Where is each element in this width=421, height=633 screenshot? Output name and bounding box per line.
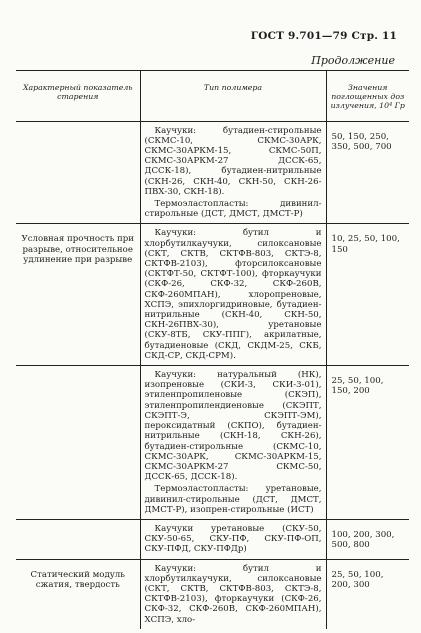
- page-header: ГОСТ 9.701—79 Стр. 11: [250, 30, 397, 42]
- doses-cell: 25, 50, 100, 200, 300: [326, 559, 409, 629]
- polymer-paragraph: Каучуки: натуральный (НК), изопреновые (СКИ-3, СКИ-3-01), этиленпропиленовые (СКЭП), этиленпропилендиеновые (СКЭПТ, СКЭПТ-Э, СКЭПТ-ЭМ), пероксидатный (СКПО), бутадиен-нитрильные (СКН-18, СКН-26), бутадиен-стирольные (СКМС-10, СКМС-30АРК, СКМС-30АРКМ-15, СКМС-30АРКМ-27 СКМС-50, ДССК-65, ДССК-18).: [144, 370, 322, 483]
- indicator-cell: [16, 121, 140, 224]
- polymer-cell: [140, 519, 326, 559]
- indicator-cell: Статический модуль сжатия, твердость: [30, 569, 125, 590]
- column-header-doses: Значения поглощенных доз излучения, 10⁴ Гр: [326, 71, 409, 122]
- table-row: [16, 121, 409, 224]
- polymer-cell: [140, 559, 326, 629]
- table-row: [16, 559, 409, 629]
- doses-cell: 50, 150, 250, 350, 500, 700: [326, 121, 409, 224]
- column-header-indicator: Характерный показатель старения: [16, 71, 140, 122]
- aging-table: [16, 70, 409, 629]
- table-header-row: [16, 71, 409, 122]
- indicator-cell: [16, 519, 140, 559]
- column-header-polymer: Тип полимера: [140, 71, 326, 122]
- polymer-paragraph: Термоэластопласты: уретановые, дивинил-стирольные (ДСТ, ДМСТ, ДМСТ-Р), изопрен-стирольные (ИСТ): [144, 484, 322, 515]
- table-row: [16, 224, 409, 366]
- polymer-paragraph: Каучуки уретановые (СКУ-50, СКУ-50-65, СКУ-ПФ, СКУ-ПФ-ОП, СКУ-ПФД, СКУ-ПФДр): [144, 523, 322, 555]
- polymer-paragraph: Каучуки: бутил и хлорбутилкаучуки, силоксановые (СКТ, СКТВ, СКТФВ-803, СКТЭ-8, СКТФВ-2103), фторсилоксановые (СКТФТ-50, СКТФТ-100), фторкаучуки (СКФ-26, СКФ-32, СКФ-260В, СКФ-260МПАН), хлоропреновые, ХСПЭ, эпихлоргидриновые, бутадиен-нитрильные (СКН-40, СКН-50, СКН-26ПВХ-30), уретановые (СКУ-8ТБ, СКУ-ППГ), акрилатные, бутадиеновые (СКД, СКДМ-25, СКБ, СКД-СР, СКД-СРМ).: [144, 228, 322, 361]
- polymer-paragraph: Термоэластопласты: дивинил-стирольные (ДСТ, ДМСТ, ДМСТ-Р): [144, 199, 322, 220]
- polymer-cell: [140, 366, 326, 520]
- indicator-cell: [16, 366, 140, 520]
- doses-cell: 25, 50, 100, 150, 200: [326, 366, 409, 520]
- table-row: [16, 519, 409, 559]
- doses-cell: 100, 200, 300, 500, 800: [326, 519, 409, 559]
- continued-label: Продолжение: [311, 54, 395, 67]
- indicator-cell: Условная прочность при разрыве, относительное удлинение при разрыве: [16, 224, 140, 366]
- polymer-cell: [140, 224, 326, 366]
- table-body: [16, 121, 409, 629]
- table-row: [16, 366, 409, 520]
- polymer-paragraph: Каучуки: бутадиен-стирольные (СКМС-10, СКМС-30АРК, СКМС-30АРКМ-15, СКМС-50П, СКМС-30АРКМ-27 ДССК-65, ДССК-18), бутадиен-нитрильные (СКН-26, СКН-40, СКН-50, СКН-26-ПВХ-30, СКН-18).: [144, 125, 322, 197]
- doses-cell: 10, 25, 50, 100, 150: [326, 224, 409, 366]
- polymer-cell: [140, 121, 326, 224]
- polymer-paragraph: Каучуки: бутил и хлорбутилкаучуки, силоксановые (СКТ, СКТВ, СКТФВ-803, СКТЭ-8, СКТФВ-2103), фторкаучуки (СКФ-26, СКФ-32, СКФ-260В, СКФ-260МПАН), ХСПЭ, хло-: [144, 563, 322, 625]
